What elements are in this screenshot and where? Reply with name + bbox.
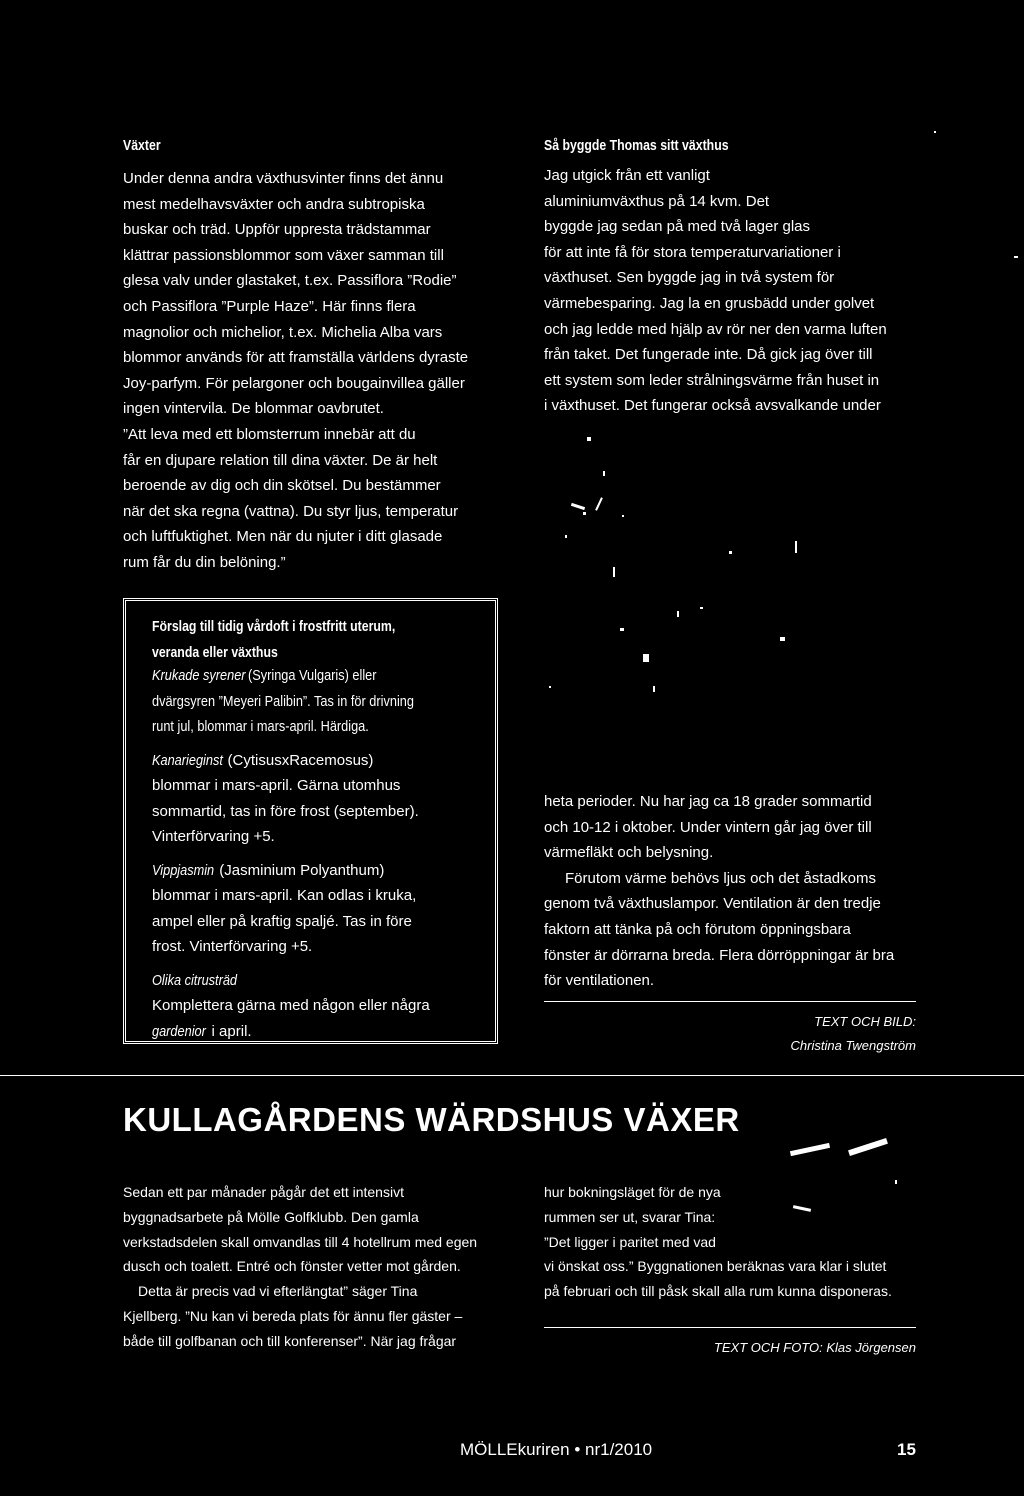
text-line: Förutom värme behövs ljus och det åstadkoms xyxy=(565,869,876,887)
sidebar-line: frost. Vinterförvaring +5. xyxy=(152,938,313,955)
sidebar-text: (Jasminium Polyanthum) xyxy=(215,861,385,879)
text-line: växthuset. Sen byggde jag in två system för xyxy=(544,269,835,287)
text-line: för ventilationen. xyxy=(544,972,655,990)
credit-name: Klas Jörgensen xyxy=(826,1340,916,1355)
sidebar-text: (CytisusxRacemosus) xyxy=(223,751,374,769)
plant-name: Kanarieginst xyxy=(152,751,223,769)
text-line: både till golfbanan och till konferenser”. När jag frågar xyxy=(123,1332,457,1349)
page-number: 15 xyxy=(897,1440,916,1459)
article-title: KULLAGÅRDENS WÄRDSHUS VÄXER xyxy=(123,1101,740,1138)
text-line: och Passiflora ”Purple Haze”. Här finns flera xyxy=(123,297,416,315)
text-line: ”Det ligger i paritet med vad xyxy=(544,1233,716,1250)
text-line: faktorn att tänka på och förutom öppningsbara xyxy=(544,920,851,938)
text-line: på februari och till påsk skall alla rum kunna disponeras. xyxy=(544,1283,892,1300)
sidebar-text: dvärgsyren ”Meyeri Palibin”. Tas in för drivning xyxy=(152,692,414,710)
section-heading-vaxthus: Så byggde Thomas sitt växthus xyxy=(544,137,729,154)
text-line: ”Att leva med ett blomsterrum innebär att du xyxy=(123,425,416,443)
text-line: heta perioder. Nu har jag ca 18 grader sommartid xyxy=(544,793,872,810)
article2-credit xyxy=(714,1340,916,1355)
credit-label: TEXT OCH BILD: xyxy=(814,1014,916,1029)
sidebar-line: Komplettera gärna med någon eller några xyxy=(152,997,430,1014)
sidebar-line xyxy=(152,667,482,693)
sidebar-line xyxy=(152,718,482,744)
text-line: klättrar passionsblommor som växer samman till xyxy=(123,246,444,264)
credit-name: Christina Twengström xyxy=(790,1038,916,1053)
sidebar-line: Vinterförvaring +5. xyxy=(152,828,275,845)
sidebar-text: runt jul, blommar i mars-april. Härdiga. xyxy=(152,718,369,735)
spacer xyxy=(152,964,482,972)
text-line: byggde jag sedan på med två lager glas xyxy=(544,218,811,236)
sidebar-title-line2: veranda eller växthus xyxy=(152,644,278,661)
sidebar-text: (Syringa Vulgaris) eller xyxy=(248,667,377,684)
footer-publication: MÖLLEkuriren • nr1/2010 xyxy=(460,1440,653,1459)
sidebar-line xyxy=(152,752,482,778)
text-line: ingen vintervila. De blommar oavbrutet. xyxy=(123,400,384,418)
sidebar-line: blommar i mars-april. Kan odlas i kruka, xyxy=(152,887,417,904)
text-line: Sedan ett par månader pågår det ett intensivt xyxy=(123,1184,404,1200)
text-line: rum får du din belöning.” xyxy=(123,553,286,571)
text-line: mest medelhavsväxter och andra subtropiska xyxy=(123,195,425,213)
sidebar-line: ampel eller på kraftig spaljé. Tas in före xyxy=(152,912,412,930)
right-body-text xyxy=(544,163,887,419)
sidebar-box xyxy=(123,598,498,1044)
plant-name: Olika citrusträd xyxy=(152,971,238,989)
text-line: och 10-12 i oktober. Under vintern går jag över till xyxy=(544,818,872,836)
section-divider xyxy=(0,1075,1024,1076)
text-line: hur bokningsläget för de nya xyxy=(544,1184,721,1200)
text-line: när det ska regna (vattna). Du styr ljus, temperatur xyxy=(123,502,459,520)
sidebar-title-line1: Förslag till tidig vårdoft i frostfritt uterum, xyxy=(152,618,396,635)
sidebar-line: sommartid, tas in före frost (september). xyxy=(152,802,419,820)
text-line: värmebesparing. Jag la en grusbädd under golvet xyxy=(544,294,875,312)
text-line: genom två växthuslampor. Ventilation är den tredje xyxy=(544,895,881,913)
left-body-text xyxy=(123,166,468,576)
article2-left-text xyxy=(123,1180,477,1354)
text-line: fönster är dörrarna breda. Flera dörröppningar är bra xyxy=(544,946,895,964)
text-line: verkstadsdelen skall omvandlas till 4 hotellrum med egen xyxy=(123,1233,478,1250)
credit-rule xyxy=(544,1001,916,1002)
text-line: rummen ser ut, svarar Tina: xyxy=(544,1208,716,1225)
text-line: i växthuset. Det fungerar också avsvalkande under xyxy=(544,397,881,415)
text-line: beroende av dig och din skötsel. Du bestämmer xyxy=(123,477,441,495)
plant-name: Krukade syrener xyxy=(152,667,246,684)
sidebar-line xyxy=(152,972,482,998)
text-line: och luftfuktighet. Men när du njuter i ditt glasade xyxy=(123,528,443,546)
text-line: får en djupare relation till dina växter. De är helt xyxy=(123,451,438,469)
text-line: Joy-parfym. För pelargoner och bougainvillea gäller xyxy=(123,374,465,392)
text-line: värmefläkt och belysning. xyxy=(544,844,714,862)
sidebar-line xyxy=(152,862,482,888)
text-line: Jag utgick från ett vanligt xyxy=(544,167,710,184)
sidebar-line xyxy=(152,1023,482,1049)
spacer xyxy=(152,744,482,752)
text-line: från taket. Det fungerade inte. Då gick jag över till xyxy=(544,346,873,364)
sidebar-line xyxy=(152,693,482,719)
text-line: glesa valv under glastaket, t.ex. Passiflora ”Rodie” xyxy=(123,272,457,290)
section-heading-vaxter: Växter xyxy=(123,137,161,154)
credit-label: TEXT OCH FOTO: xyxy=(713,1340,823,1355)
text-line: Under denna andra växthusvinter finns det ännu xyxy=(123,170,444,187)
right-column xyxy=(544,137,887,419)
left-column xyxy=(123,137,468,576)
text-line: dusch och toalett. Entré och fönster vetter mot gården. xyxy=(123,1258,461,1275)
text-line: magnolior och michelior, t.ex. Michelia Alba vars xyxy=(123,323,443,341)
sidebar-text: i april. xyxy=(207,1022,252,1040)
sidebar-content xyxy=(152,667,482,1048)
spacer xyxy=(152,854,482,862)
text-line: Detta är precis vad vi efterlängtat” säger Tina xyxy=(138,1283,418,1300)
text-line: ett system som leder strålningsvärme från huset in xyxy=(544,371,880,389)
text-line: vi önskat oss.” Byggnationen beräknas vara klar i slutet xyxy=(544,1258,887,1275)
text-line: byggnadsarbete på Mölle Golfklubb. Den gamla xyxy=(123,1208,419,1225)
right-continuation-text xyxy=(544,789,894,994)
text-line: blommor används för att framställa världens dyraste xyxy=(123,349,469,367)
text-line: för att inte få för stora temperaturvariationer i xyxy=(544,243,841,261)
credit-rule-2 xyxy=(544,1327,916,1328)
text-line: Kjellberg. ”Nu kan vi bereda plats för ännu fler gäster – xyxy=(123,1307,463,1324)
plant-name: gardenior xyxy=(152,1022,206,1040)
text-line: och jag ledde med hjälp av rör ner den varma luften xyxy=(544,320,887,338)
text-line: aluminiumväxthus på 14 kvm. Det xyxy=(544,192,770,210)
article2-right-text xyxy=(544,1180,892,1304)
plant-name: Vippjasmin xyxy=(152,861,215,879)
text-line: buskar och träd. Uppför uppresta trädstammar xyxy=(123,221,431,239)
sidebar-line: blommar i mars-april. Gärna utomhus xyxy=(152,777,401,794)
